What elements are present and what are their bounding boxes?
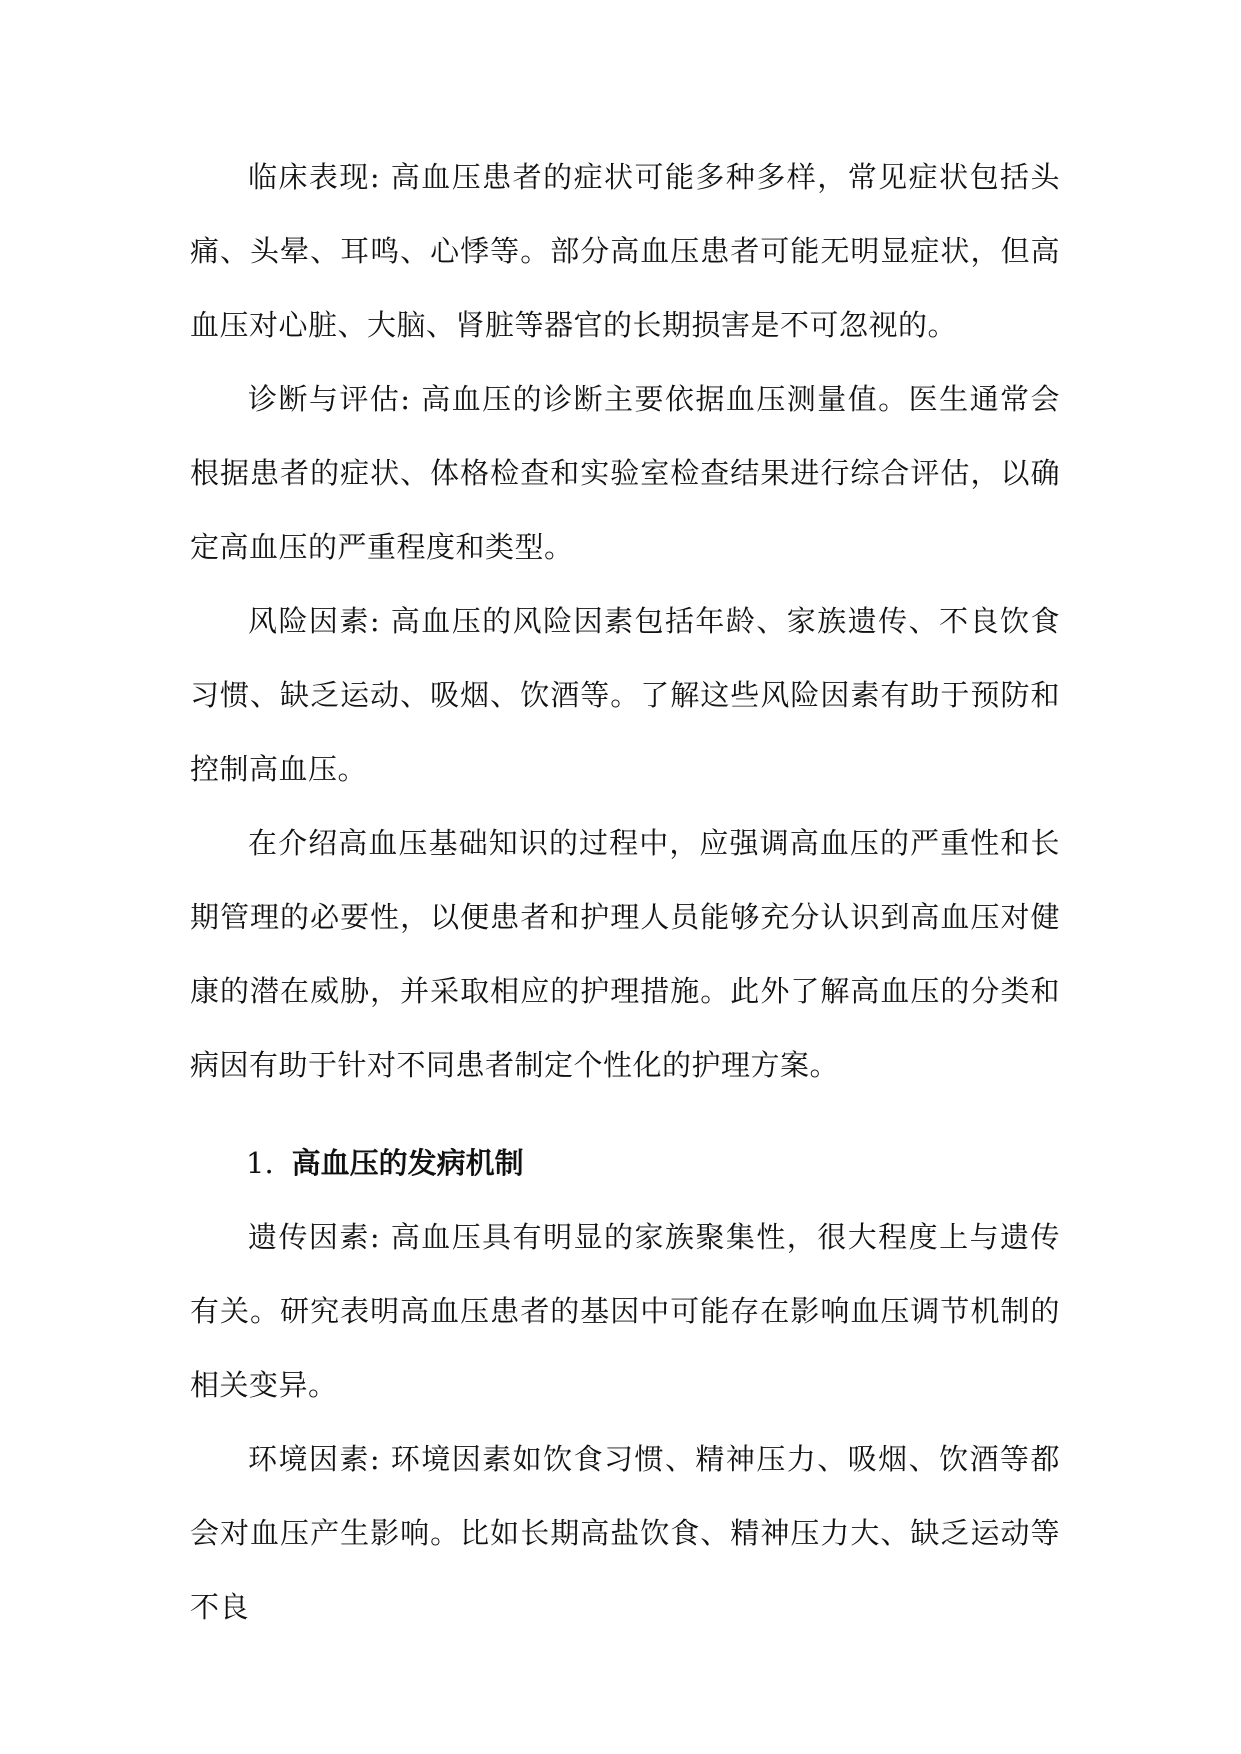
paragraph-diagnosis-assessment: 诊断与评估: 高血压的诊断主要依据血压测量值。医生通常会根据患者的症状、体格检查和实验室检查结果进行综合评估，以确定高血压的严重程度和类型。 xyxy=(190,382,1060,564)
paragraph-summary: 在介绍高血压基础知识的过程中，应强调高血压的严重性和长期管理的必要性，以便患者和护理人员能够充分认识到高血压对健康的潜在威胁，并采取相应的护理措施。此外了解高血压的分类和病因有助于针对不同患者制定个性化的护理方案。 xyxy=(190,826,1060,1082)
section-number: 1. xyxy=(246,1146,274,1180)
section-title: 高血压的发病机制 xyxy=(291,1146,524,1180)
paragraph-clinical-manifestations: 临床表现: 高血压患者的症状可能多种多样，常见症状包括头痛、头晕、耳鸣、心悸等。部分高血压患者可能无明显症状，但高血压对心脏、大脑、肾脏等器官的长期损害是不可忽视的。 xyxy=(190,160,1060,342)
paragraph-environmental-factors: 环境因素: 环境因素如饮食习惯、精神压力、吸烟、饮酒等都会对血压产生影响。比如长期高盐饮食、精神压力大、缺乏运动等不良 xyxy=(190,1442,1060,1624)
document-body xyxy=(190,140,1060,1644)
paragraph-genetic-factors: 遗传因素: 高血压具有明显的家族聚集性，很大程度上与遗传有关。研究表明高血压患者的基因中可能存在影响血压调节机制的相关变异。 xyxy=(190,1220,1060,1402)
paragraph-risk-factors: 风险因素: 高血压的风险因素包括年龄、家族遗传、不良饮食习惯、缺乏运动、吸烟、饮酒等。了解这些风险因素有助于预防和控制高血压。 xyxy=(190,604,1060,786)
section-heading xyxy=(190,1126,1060,1200)
